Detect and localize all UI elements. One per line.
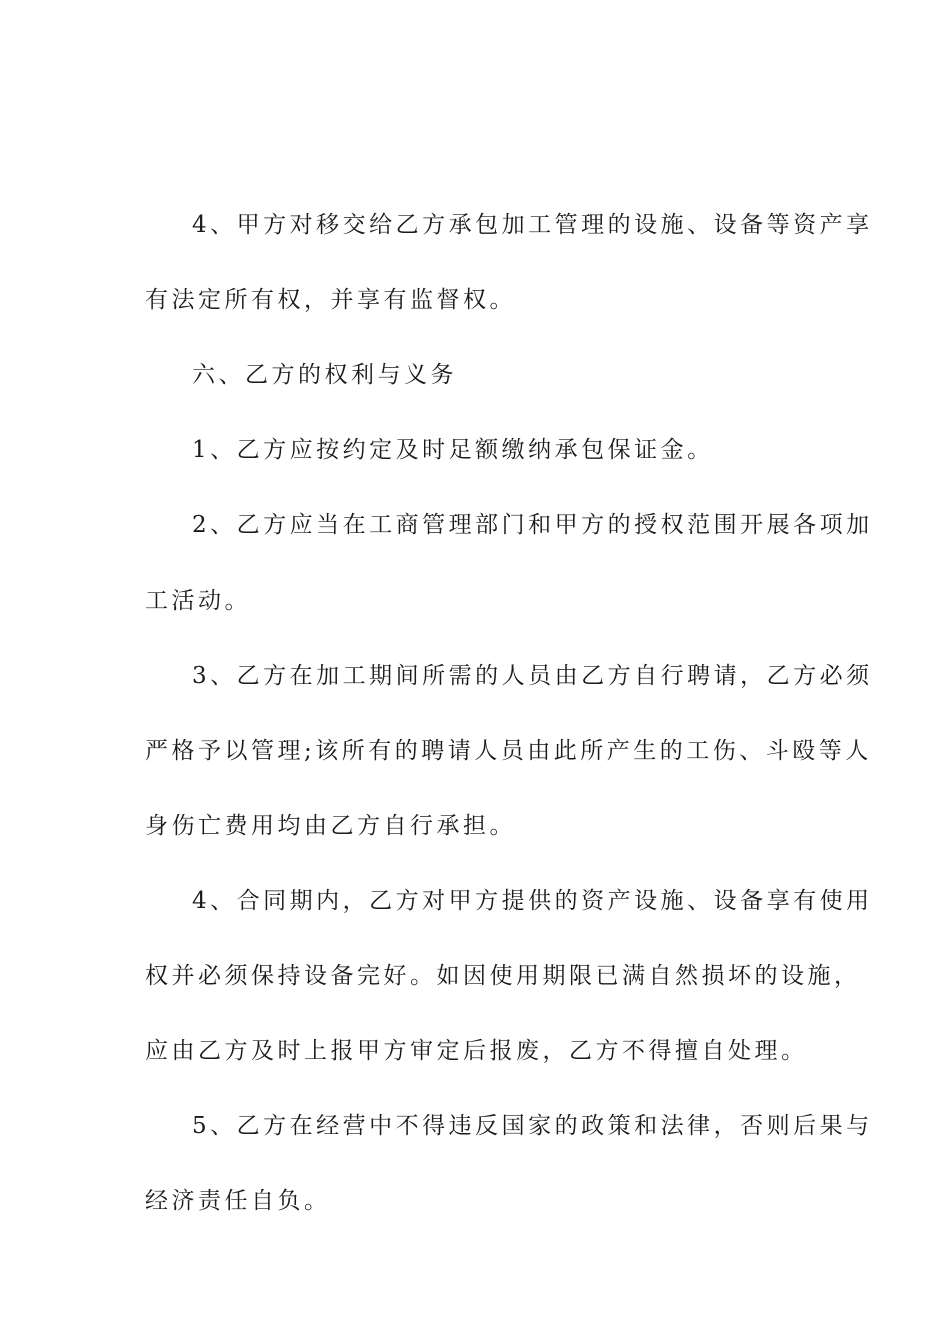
text-line: 5、乙方在经营中不得违反国家的政策和法律，否则后果与 [192,1113,873,1139]
text-line: 严格予以管理;该所有的聘请人员由此所产生的工伤、斗殴等人 [145,738,872,764]
text-line: 经济责任自负。 [145,1188,331,1214]
text-line: 1、乙方应按约定及时足额缴纳承包保证金。 [192,437,714,463]
text-line: 身伤亡费用均由乙方自行承担。 [145,813,516,839]
text-line: 工活动。 [145,588,251,614]
text-line: 4、合同期内，乙方对甲方提供的资产设施、设备享有使用 [192,888,873,914]
text-line: 有法定所有权，并享有监督权。 [145,287,516,313]
text-line: 4、甲方对移交给乙方承包加工管理的设施、设备等资产享 [192,212,873,238]
text-line: 应由乙方及时上报甲方审定后报废，乙方不得擅自处理。 [145,1038,808,1064]
section-heading: 六、乙方的权利与义务 [192,362,457,388]
text-line: 权并必须保持设备完好。如因使用期限已满自然损坏的设施， [145,963,861,989]
text-line: 2、乙方应当在工商管理部门和甲方的授权范围开展各项加 [192,512,873,538]
text-line: 3、乙方在加工期间所需的人员由乙方自行聘请，乙方必须 [192,663,873,689]
